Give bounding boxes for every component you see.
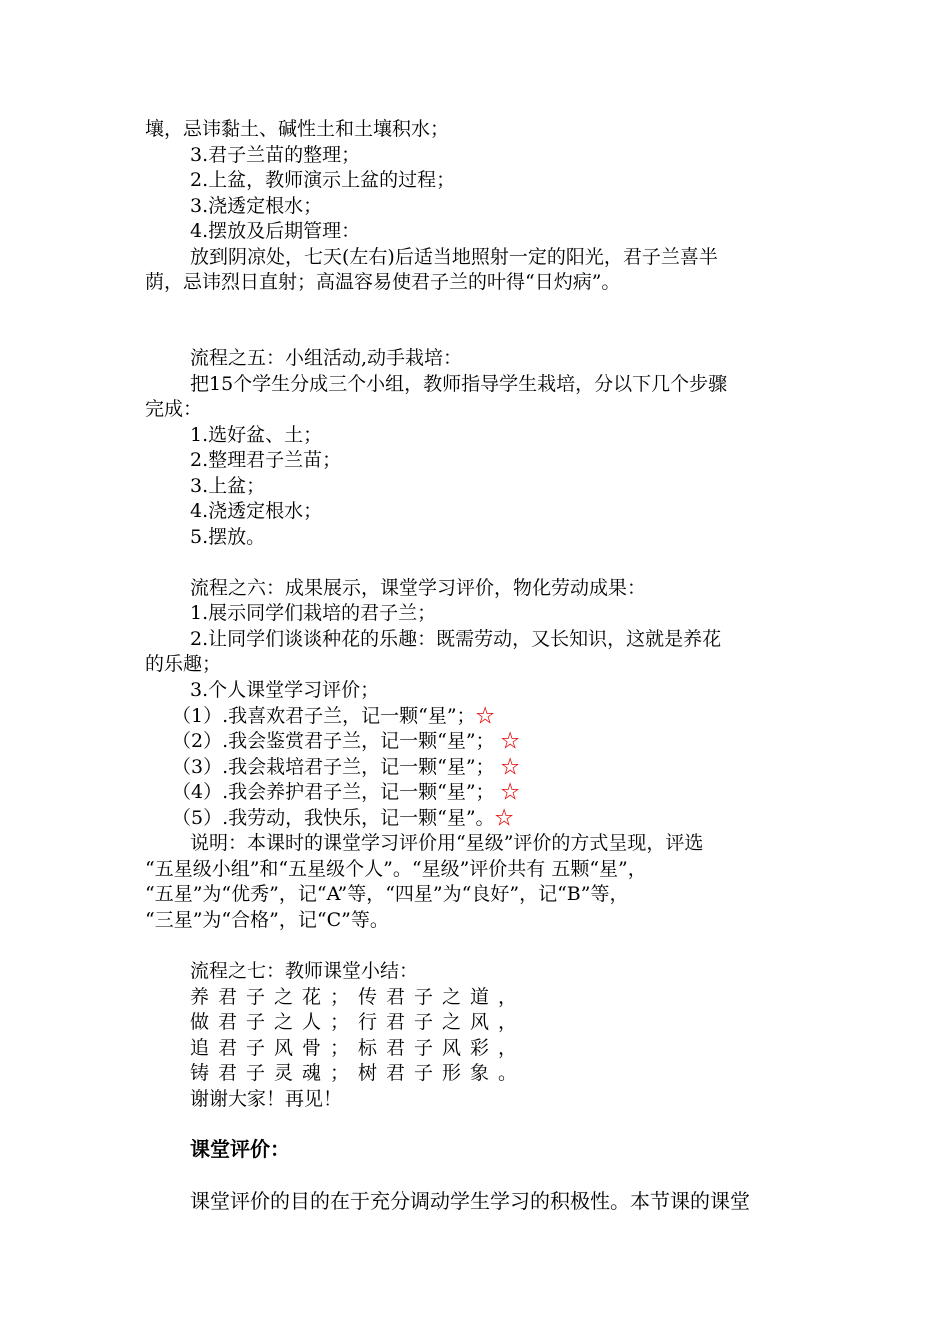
rating-row-1 [172,704,852,729]
star-icon: ☆ [500,730,520,752]
intro-line-1: 壤，忌讳黏土、碱性土和土壤积水； [145,118,450,140]
rating-text: （1）.我喜欢君子兰，记一颗“星”； [172,705,476,727]
step5-item-1: 1.选好盆、土； [190,424,323,446]
star-icon: ☆ [494,807,514,829]
intro-line-2: 3.君子兰苗的整理； [190,144,361,166]
step6-item-2-line-1: 2.让同学们谈谈种花的乐趣：既需劳动，又长知识，这就是养花 [190,628,722,650]
note-line-3: “五星”为“优秀”，记“A”等，“四星”为“良好”，记“B”等， [145,883,629,905]
step7-title: 流程之七：教师课堂小结： [190,960,419,982]
note-line-1: 说明：本课时的课堂学习评价用“星级”评价的方式呈现，评选 [190,832,704,854]
intro-line-4: 3.浇透定根水； [190,195,323,217]
poem-line-4: 铸君子灵魂；树君子形象。 [190,1062,527,1084]
note-line-2: “五星级小组”和“五星级个人”。“星级”评价共有 五颗“星”， [145,858,647,880]
poem-line-2: 做君子之人；行君子之风， [190,1011,527,1033]
poem-line-1: 养君子之花；传君子之道， [190,986,527,1008]
evaluation-text: 课堂评价的目的在于充分调动学生学习的积极性。本节课的课堂 [190,1189,750,1213]
star-icon: ☆ [500,756,520,778]
poem-line-3: 追君子风骨；标君子风彩， [190,1037,527,1059]
step6-item-1: 1.展示同学们栽培的君子兰； [190,602,437,624]
intro-line-7: 荫，忌讳烈日直射；高温容易使君子兰的叶得“日灼病”。 [145,271,621,293]
rating-text: （5）.我劳动，我快乐，记一颗“星”。 [172,807,495,829]
intro-line-3: 2.上盆，教师演示上盆的过程； [190,169,456,191]
rating-text: （4）.我会养护君子兰，记一颗“星”； [172,781,495,803]
step5-item-2: 2.整理君子兰苗； [190,449,342,471]
rating-row-5 [172,806,852,831]
step5-title: 流程之五：小组活动,动手栽培： [190,347,463,369]
step6-item-2-line-2: 的乐趣； [145,653,222,675]
evaluation-heading: 课堂评价： [190,1137,290,1161]
intro-line-6: 放到阴凉处，七天(左右)后适当地照射一定的阳光，君子兰喜半 [190,246,718,268]
note-line-4: “三星”为“合格”，记“C”等。 [145,909,389,931]
rating-text: （2）.我会鉴赏君子兰，记一颗“星”； [172,730,495,752]
closing-line: 谢谢大家！再见！ [190,1088,343,1110]
step6-item-3: 3.个人课堂学习评价； [190,679,380,701]
step5-item-4: 4.浇透定根水； [190,500,323,522]
star-icon: ☆ [475,705,495,727]
star-icon: ☆ [500,781,520,803]
rating-row-3 [172,755,852,780]
step5-para-line-1: 把15个学生分成三个小组，教师指导学生栽培，分以下几个步骤 [190,373,728,395]
step5-item-5: 5.摆放。 [190,526,266,548]
step5-para-line-2: 完成： [145,398,203,420]
step5-item-3: 3.上盆； [190,475,266,497]
step6-title: 流程之六：成果展示，课堂学习评价，物化劳动成果： [190,577,647,599]
rating-text: （3）.我会栽培君子兰，记一颗“星”； [172,756,495,778]
intro-line-5: 4.摆放及后期管理： [190,220,361,242]
rating-row-2 [172,729,852,754]
rating-row-4 [172,780,852,805]
